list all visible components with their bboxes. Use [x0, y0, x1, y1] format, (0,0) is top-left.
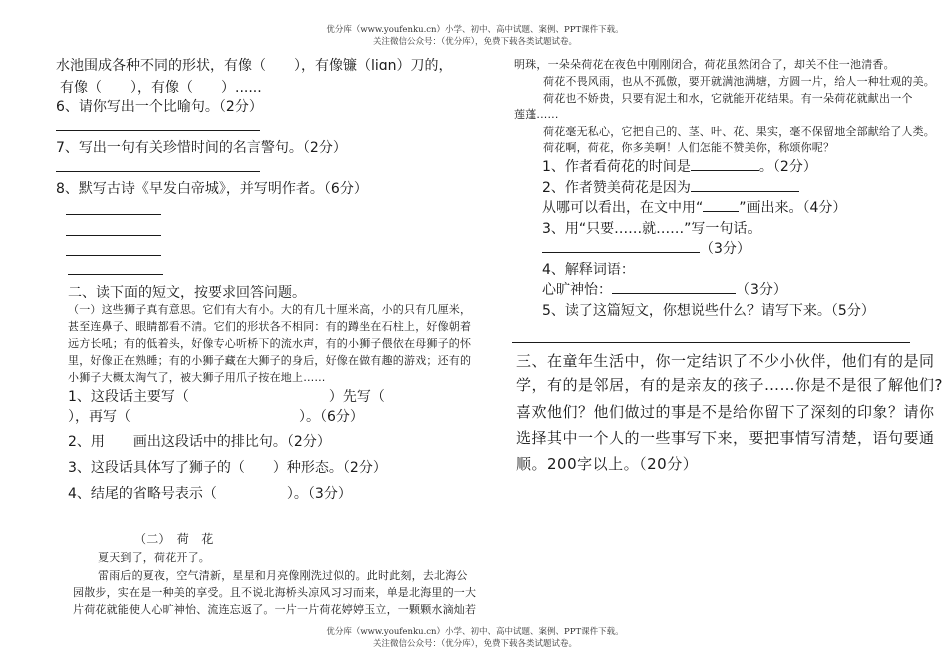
sub-question-1a: 1、这段话主要写（ ）先写（	[68, 389, 385, 405]
passage-2-line: 明珠，一朵朵荷花在夜色中刚刚闭合，荷花虽然闭合了，却关不住一池清香。	[514, 58, 895, 71]
passage-1-line: 里，好像正在熟睡；有的小狮子藏在大狮子的身后，好像在做有趣的游戏；还有的	[68, 354, 472, 367]
lotus-q1-score: 。（2分）	[758, 159, 817, 175]
header-line-2: 关注微信公众号：（优分库），免费下载各类试题试卷。	[372, 37, 577, 47]
lotus-question-3-answer	[542, 238, 751, 258]
question-6: 6、请你写出一个比喻句。（2分）	[56, 99, 263, 115]
passage-2-line: 夏天到了，荷花开了。	[98, 551, 210, 564]
section-3-line: 顺。200字以上。（20分）	[516, 455, 699, 473]
passage-2-line: 荷花啊，荷花，你多美啊！人们怎能不赞美你，称颂你呢？	[543, 141, 835, 154]
fill-blank-continuation: 水池围成各种不同的形状，有像（ ），有像镰（liɑn）刀的，	[56, 58, 453, 74]
lotus-q3-score: （3分）	[700, 241, 751, 257]
page-footer	[0, 626, 950, 650]
passage-1-line: 远方长吼；有的低着头，好像专心听桥下的流水声，有的小狮子偎依在母狮子的怀	[68, 337, 472, 350]
answer-blank-q3[interactable]	[542, 240, 700, 253]
passage-2-line: 荷花不畏风雨，也从不孤傲，要开就满池满塘，方圆一片，给人一种壮观的美。	[543, 75, 935, 88]
lotus-question-4-word	[542, 279, 787, 299]
sub-question-1b: ），再写（ ）。（6分）	[68, 409, 364, 425]
lotus-q2-cont-text: 从哪可以看出，在文中用“	[542, 200, 704, 216]
section-2-heading: 二、读下面的短文，按要求回答问题。	[68, 285, 306, 301]
lotus-q2-text: 2、作者赞美荷花是因为	[542, 180, 691, 196]
poem-line-1[interactable]	[66, 214, 161, 215]
question-7: 7、写出一句有关珍惜时间的名言警句。（2分）	[56, 140, 347, 156]
lotus-question-2-cont	[542, 197, 846, 217]
passage-2-line: 雷雨后的夏夜，空气清新，星星和月亮像刚洗过似的。此时此刻，去北海公	[98, 569, 468, 582]
answer-line-q7[interactable]	[56, 171, 260, 172]
lotus-question-2	[542, 177, 799, 197]
section-3-line: 三、在童年生活中，你一定结识了不少小伙伴，他们有的是同	[516, 352, 935, 370]
footer-line-1: 优分库（www.youfenku.cn）小学、初中、高中试题、案例、PPT课件下载。	[326, 627, 624, 637]
passage-2-line: 片荷花就能使人心旷神怡、流连忘返了。一片一片荷花婷婷玉立，一颗颗水滴灿若	[73, 603, 477, 616]
lotus-question-3: 3、用“只要……就……”写一句话。	[542, 221, 762, 237]
lotus-question-5: 5、读了这篇短文，你想说些什么？请写下来。（5分）	[542, 303, 875, 319]
passage-1-line: 甚至连鼻子、眼睛都看不清。它们的形状各不相同：有的蹲坐在石柱上，好像朝着	[68, 320, 472, 333]
lotus-question-4: 4、解释词语：	[542, 262, 635, 278]
passage-2-line: 莲蓬......	[514, 108, 559, 121]
sub-question-2: 2、用 画出这段话中的排比句。（2分）	[68, 434, 331, 450]
answer-blank-q4[interactable]	[612, 281, 736, 294]
passage-1-line: 小狮子大概太淘气了，被大狮子用爪子按在地上……	[68, 371, 326, 384]
answer-blank-q2[interactable]	[691, 179, 799, 192]
passage-2-line: 荷花毫无私心，它把自己的、茎、叶、花、果实，毫不保留地全部献给了人类。	[543, 125, 935, 138]
passage-1-line: （一）这些狮子真有意思。它们有大有小。大的有几十厘米高，小的只有几厘米，	[68, 303, 472, 316]
answer-blank-q2-mark[interactable]	[703, 199, 739, 212]
poem-line-4[interactable]	[68, 274, 163, 275]
passage-2-line: 荷花也不娇贵，只要有泥土和水，它就能开花结果。有一朵荷花就献出一个	[543, 92, 913, 105]
answer-blank-q1[interactable]	[691, 158, 759, 171]
sub-question-4: 4、结尾的省略号表示（ ）。（3分）	[68, 486, 352, 502]
lotus-q2-cont-score: ”画出来。（4分）	[739, 200, 847, 216]
lotus-q4-score: （3分）	[736, 282, 787, 298]
right-column	[480, 0, 950, 672]
lotus-question-1	[542, 156, 817, 176]
footer-line-2: 关注微信公众号：（优分库），免费下载各类试题试卷。	[372, 639, 577, 649]
lotus-q1-text: 1、作者看荷花的时间是	[542, 159, 691, 175]
passage-2-title: （二） 荷 花	[134, 532, 214, 546]
lotus-q4-word: 心旷神怡：	[542, 282, 612, 298]
answer-line-q5[interactable]	[512, 342, 910, 343]
passage-2-line: 园散步，实在是一种美的享受。且不说北海桥头凉风习习而来，单是北海里的一大	[73, 586, 477, 599]
header-line-1: 优分库（www.youfenku.cn）小学、初中、高中试题、案例、PPT课件下载。	[326, 25, 624, 35]
section-3-line: 喜欢他们？他们做过的事是不是给你留下了深刻的印象？请你	[516, 403, 935, 421]
section-3-line: 学，有的是邻居，有的是亲友的孩子……你是不是很了解他们?	[516, 376, 943, 394]
section-3-line: 选择其中一个人的一些事写下来，要把事情写清楚，语句要通	[516, 429, 935, 447]
answer-line-q6[interactable]	[56, 130, 260, 131]
poem-line-3[interactable]	[66, 255, 161, 256]
sub-question-3: 3、这段话具体写了狮子的（ ）种形态。（2分）	[68, 460, 387, 476]
fill-blank-continuation-2: 有像（ ），有像（ ）......	[60, 80, 262, 96]
question-8: 8、默写古诗《早发白帝城》，并写明作者。（6分）	[56, 181, 368, 197]
poem-line-2[interactable]	[66, 235, 161, 236]
